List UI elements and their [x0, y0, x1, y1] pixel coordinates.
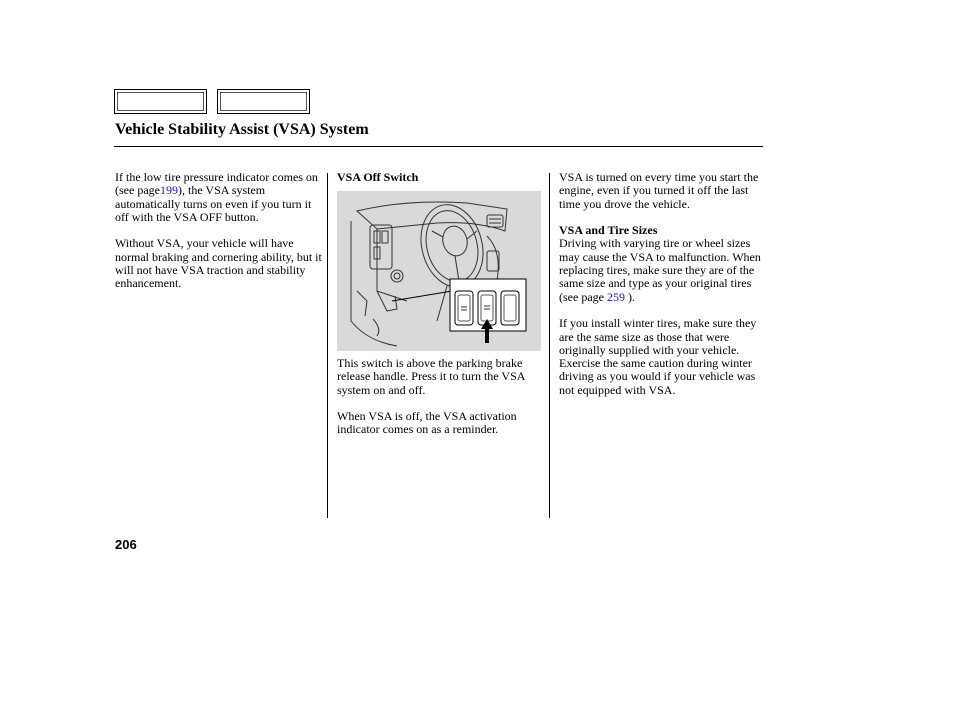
- page-link-259[interactable]: 259: [606, 289, 625, 304]
- vsa-switch-illustration: [337, 191, 541, 351]
- paragraph-vsa-indicator: When VSA is off, the VSA activation indicator comes on as a reminder.: [337, 409, 517, 437]
- heading-vsa-tire-sizes: VSA and Tire Sizes: [559, 223, 658, 238]
- column-middle-text: [337, 357, 543, 450]
- paragraph-vsa-default-on: VSA is turned on every time you start the engine, even if you turned it off the last time you drove the vehicle.: [559, 170, 759, 211]
- dashboard-drawing: [337, 191, 541, 351]
- column-divider-2: [549, 173, 550, 518]
- heading-vsa-off-switch: VSA Off Switch: [337, 170, 419, 184]
- page-link-199[interactable]: 199: [159, 183, 178, 198]
- column-divider-1: [327, 173, 328, 518]
- page-number: 206: [115, 537, 137, 552]
- title-divider: [114, 146, 763, 147]
- column-middle: [337, 171, 543, 184]
- paragraph-winter-tires: If you install winter tires, make sure they are the same size as those that were originally supplied with your vehicle. Exercise the same caution during winter driving as you would if your vehicle was not equipped with VSA.: [559, 316, 757, 397]
- nav-button-index[interactable]: [217, 89, 310, 114]
- paragraph-without-vsa: Without VSA, your vehicle will have normal braking and cornering ability, but it will not have VSA traction and stability enhancement.: [115, 236, 322, 291]
- paragraph-tire-sizes: Driving with varying tire or wheel sizes may cause the VSA to malfunction. When replacing tires, make sure they are of the same size and type as your original tires (see page 259 ).: [559, 236, 761, 304]
- page-title: Vehicle Stability Assist (VSA) System: [115, 121, 369, 138]
- column-right: [559, 171, 765, 410]
- paragraph-switch-location: This switch is above the parking brake release handle. Press it to turn the VSA system on and off.: [337, 356, 525, 397]
- paragraph-tire-pressure: If the low tire pressure indicator comes on (see page199), the VSA system automatically turns on even if you turn it off with the VSA OFF button.: [115, 170, 318, 224]
- nav-button-contents[interactable]: [114, 89, 207, 114]
- column-left: [115, 171, 323, 304]
